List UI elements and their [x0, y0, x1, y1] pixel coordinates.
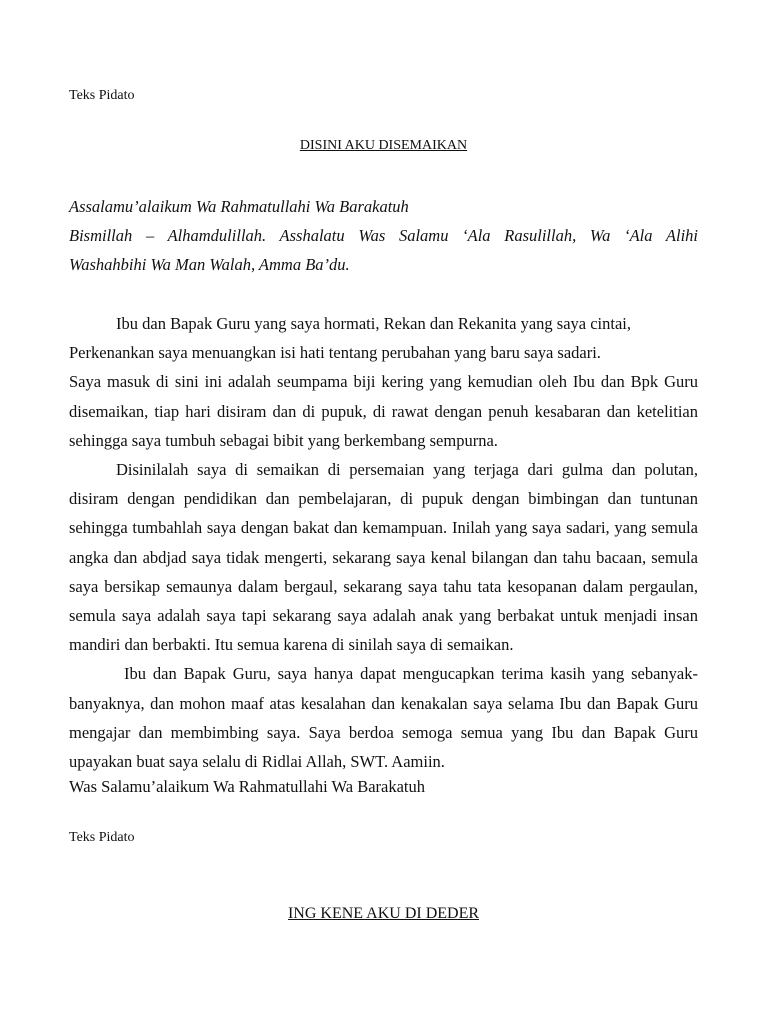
greeting-line: Assalamu’alaikum Wa Rahmatullahi Wa Barakatuh: [69, 197, 409, 216]
paragraph: Ibu dan Bapak Guru, saya hanya dapat mengucapkan terima kasih yang sebanyak-banyaknya, dan mohon maaf atas kesalahan dan kenakalan saya selama Ibu dan Bapak Guru mengajar dan membimbing saya. Saya berdoa semoga semua yang Ibu dan Bapak Guru upayakan buat saya selalu di Ridlai Allah, SWT. Aamiin.: [69, 664, 698, 772]
speech-title: DISINI AKU DISEMAIKAN: [299, 138, 468, 153]
closing-greeting: Was Salamu’alaikum Wa Rahmatullahi Wa Barakatuh: [69, 777, 426, 797]
opening-greeting: [69, 192, 698, 279]
opening-line: Washahbihi Wa Man Walah, Amma Ba’du.: [69, 255, 350, 274]
paragraph: Disinilalah saya di semaikan di persemaian yang terjaga dari gulma dan polutan, disiram dengan pendidikan dan pembelajaran, di pupuk dengan bimbingan dan tuntunan sehingga tumbahlah saya dengan bakat dan kemampuan. Inilah yang saya sadari, yang semula angka dan abdjad saya tidak mengerti, sekarang saya kenal bilangan dan tahu bacaan, semula saya bersikap semaunya dalam bergaul, sekarang saya tahu tata kesopanan dalam pergaulan, semula saya adalah saya tapi sekarang saya adalah anak yang berbakat untuk menjadi insan mandiri dan berbakti. Itu semua karena di sinilah saya di semaikan.: [69, 460, 698, 655]
speech-title: ING KENE AKU DI DEDER: [287, 905, 480, 922]
paragraph: Saya masuk di sini ini adalah seumpama biji kering yang kemudian oleh Ibu dan Bpk Guru disemaikan, tiap hari disiram dan di pupuk, di rawat dengan penuh kesabaran dan ketelitian sehingga saya tumbuh sebagai bibit yang berkembang sempurna.: [69, 372, 698, 450]
paragraph: Ibu dan Bapak Guru yang saya hormati, Rekan dan Rekanita yang saya cintai,: [116, 314, 632, 333]
header-label: Teks Pidato: [69, 830, 135, 845]
speech-body: [69, 309, 698, 798]
header-label: Teks Pidato: [69, 88, 135, 103]
opening-line: Bismillah – Alhamdulillah. Asshalatu Was Salamu ‘Ala Rasulillah, Wa ‘Ala Alihi: [69, 226, 698, 245]
paragraph: Perkenankan saya menuangkan isi hati tentang perubahan yang baru saya sadari.: [69, 343, 601, 363]
